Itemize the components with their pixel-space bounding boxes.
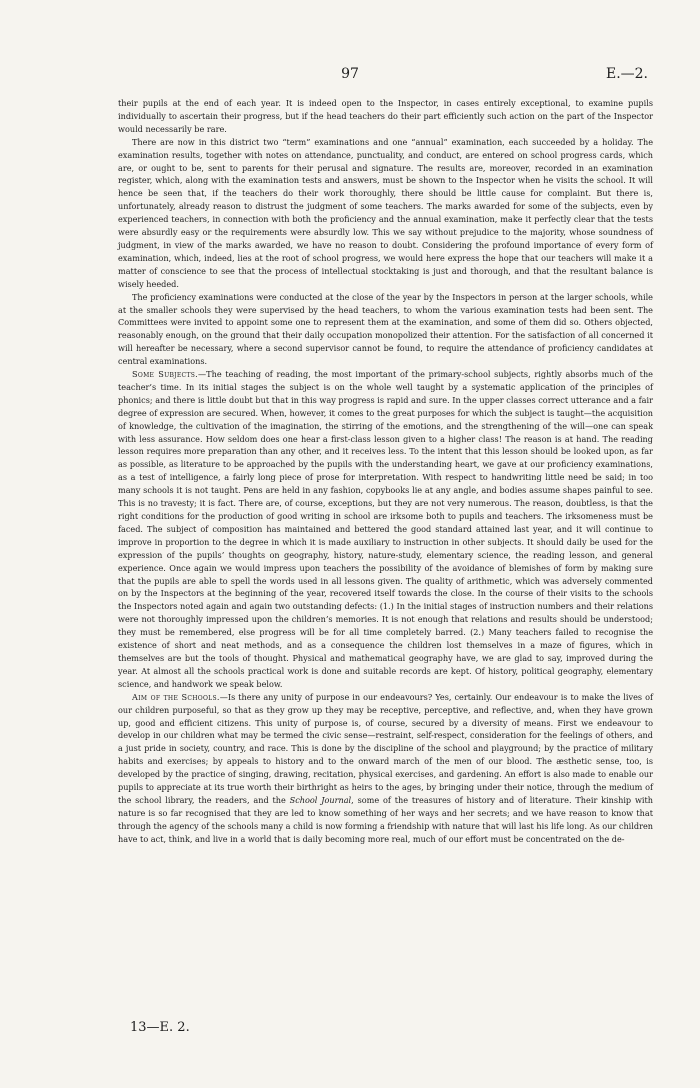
italic-title: School Journal: [289, 794, 352, 805]
paragraph: [118, 368, 653, 691]
page-number: 97: [341, 66, 359, 82]
paragraph: [118, 691, 653, 846]
paragraph-text: —Is there any unity of purpose in our endeavours? Yes, certainly. Our endeavour is to make the lives of our children purposeful, so that as they grow up they may be receptive, perceptive, and reflective, and, when they have grown up, good and efficient citizens. This unity of purpose is, of course, secured by a diversity of means. First we endeavour to develop in our children what may be termed the civic sense—restraint, self-respect, consideration for the feelings of others, and a just pride in society, country, and race. This is done by the discipline of the school and playground; by the practice of military habits and exercises; by appeals to history and to the onward march of the men of our blood. The æsthetic sense, too, is developed by the practice of singing, drawing, recitation, physical exercises, and gardening. An effort is also made to enable our pupils to appreciate at its true worth their birthright as heirs to the ages, by bringing under their notice, through the medium of the school library, the readers, and the: [118, 691, 653, 805]
paragraph: The proficiency examinations were conducted at the close of the year by the Inspectors in person at the larger schools, while at the smaller schools they were supervised by the head teachers, to whom the various examination tests had been sent. The Committees were invited to appoint some one to represent them at the examination, and some of them did so. Others objected, reasonably enough, on the ground that their daily occupation monopolized their attention. For the satisfaction of all concerned it will hereafter be necessary, where a second supervisor cannot be found, to require the attendance of proficiency candidates at central examinations.: [118, 291, 653, 367]
signature-mark: 13—E. 2.: [130, 1020, 190, 1035]
paragraph-text: —The teaching of reading, the most important of the primary-school subjects, rightly absorbs much of the teacher’s time. In its initial stages the subject is on the whole well taught by a systematic application of the principles of phonics; and there is little doubt but that in this way progress is rapid and sure. In the upper classes correct utterance and a fair degree of expression are secured. When, however, it comes to the great purposes for which the subject is taught—the acquisition of knowledge, the cultivation of the imagination, the stirring of the emotions, and the strengthening of the will—one can speak with less assurance. How seldom does one hear a first-class lesson given to a higher class! The reason is at hand. The reading lesson requires more preparation than any other, and it receives less. To the intent that this lesson should be looked upon, as far as possible, as literature to be approached by the pupils with the understanding heart, we gave at our proficiency examinations, as a test of intelligence, a fairly long piece of prose for interpretation. With respect to handwriting little need be said; in too many schools it is not taught. Pens are held in any fashion, copybooks lie at any angle, and bodies assume shapes painful to see. This is no travesty; it is fact. There are, of course, exceptions, but they are not very numerous. The reason, doubtless, is that the right conditions for the production of good writing in school are irksome both to pupils and teachers. The irksomeness must be faced. The subject of composition has maintained and bettered the good standard attained last year, and it will continue to improve in proportion to the degree in which it is made auxiliary to instruction in other subjects. It should daily be used for the expression of the pupils’ thoughts on geography, history, nature-study, elementary science, the reading lesson, and general experience. Once again we would impress upon teachers the possibility of the avoidance of blemishes of form by making sure that the pupils are able to spell the words used in all lessons given. The quality of arithmetic, which was adversely commented on by the Inspectors at the beginning of the year, recovered itself towards the close. In the course of their visits to the schools the Inspectors noted again and again two outstanding defects: (1.) In the initial stages of instruction numbers and their relations were not thoroughly impressed upon the children’s memories. It is not enough that relations and results should be understood; they must be remembered, else progress will be for all time completely barred. (2.) Many teachers failed to recognise the existence of short and neat methods, and as a consequence the children lost themselves in a maze of figures, which in themselves are but the tools of thought. Physical and mathematical geography have, we are glad to say, improved during the year. At almost all the schools practical work is done and suitable records are kept. Of history, political geography, elementary science, and handwork we speak below.: [118, 369, 653, 689]
section-heading: Some Subjects.: [132, 369, 199, 380]
paragraph: their pupils at the end of each year. It is indeed open to the Inspector, in cases entirely exceptional, to examine pupils individually to ascertain their progress, but if the head teachers do their part efficiently such action on the part of the Inspector would necessarily be rare.: [118, 98, 653, 134]
paragraph-text: , some of the treasures of history and of literature. Their kinship with nature is so far recognised that they are led to know something of her ways and her secrets; and we have reason to know that through the agency of the schools many a child is now forming a friendship with nature that will last his life long. As our children have to act, think, and live in a world that is daily becoming more real, much of our effort must be concentrated on the de-: [118, 794, 654, 844]
paragraph: There are now in this district two “term” examinations and one “annual” examination, each succeeded by a holiday. The examination results, together with notes on attendance, punctuality, and conduct, are entered on school progress cards, which are, or ought to be, sent to parents for their perusal and signature. The results are, moreover, recorded in an examination register, which, along with the examination tests and answers, must be shown to the Inspector when he visits the school. It will hence be seen that, if the teachers do their work thoroughly, there should be little cause for complaint. But there is, unfortunately, already reason to distrust the judgment of some teachers. The marks awarded for some of the subjects, even by experienced teachers, in connection with both the proficiency and the annual examination, make it perfectly clear that the tests were absurdly easy or the requirements were absurdly low. This we say without prejudice to the majority, whose soundness of judgment, in view of the marks awarded, we have no reason to doubt. Considering the profound importance of every form of examination, which, indeed, lies at the root of school progress, we would here express the hope that our teachers will make it a matter of conscience to see that the process of intellectual stocktaking is just and thorough, and that the resultant balance is wisely heeded.: [118, 136, 653, 289]
body-text: [118, 97, 653, 846]
section-heading: Aim of the Schools.: [132, 691, 220, 702]
document-code: E.—2.: [605, 66, 648, 82]
